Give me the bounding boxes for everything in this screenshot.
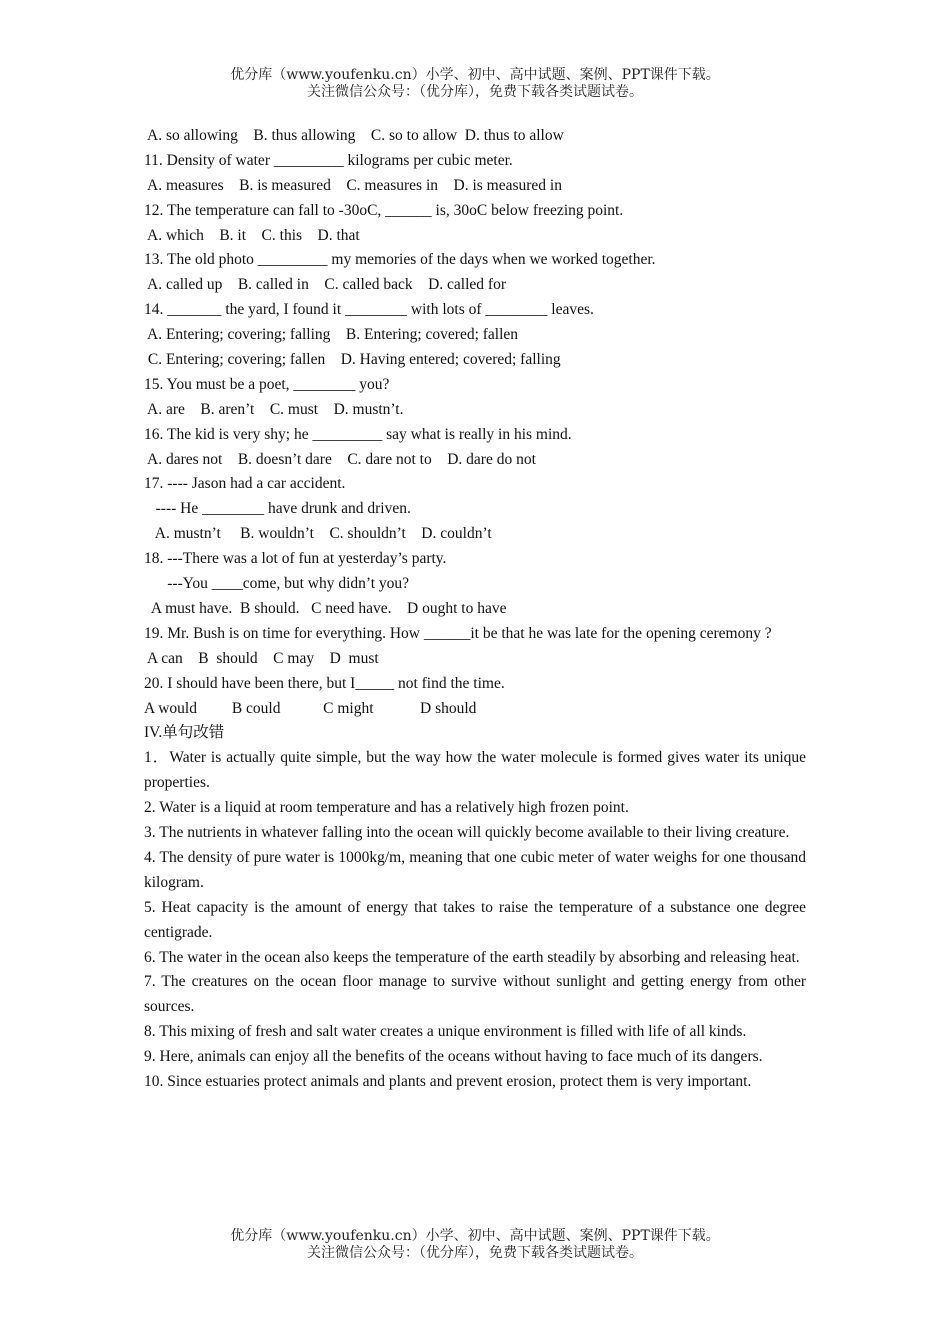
correction-item: 8. This mixing of fresh and salt water creates a unique environment is filled with life of all kinds.: [144, 1023, 747, 1041]
options-13: A. called up B. called in C. called back D. called for: [144, 276, 506, 294]
correction-item: 9. Here, animals can enjoy all the benefits of the oceans without having to face much of its dangers.: [144, 1048, 763, 1066]
options-14-cd: C. Entering; covering; fallen D. Having entered; covered; falling: [144, 351, 561, 369]
page-header: [0, 67, 950, 101]
options-16: A. dares not B. doesn’t dare C. dare not to D. dare do not: [144, 450, 536, 468]
question-17-reply: ---- He ________ have drunk and driven.: [144, 500, 411, 518]
options-18: A must have. B should. C need have. D ought to have: [144, 599, 507, 617]
question-19: 19. Mr. Bush is on time for everything. How ______it be that he was late for the opening ceremony ?: [144, 624, 772, 642]
options-17: A. mustn’t B. wouldn’t C. shouldn’t D. couldn’t: [144, 525, 492, 543]
correction-item: 1．Water is actually quite simple, but the way how the water molecule is formed gives water its unique properties.: [144, 749, 806, 792]
footer-line-1: 优分库（www.youfenku.cn）小学、初中、高中试题、案例、PPT课件下载。: [230, 1228, 720, 1244]
options-19: A can B should C may D must: [144, 649, 379, 667]
correction-item: 4. The density of pure water is 1000kg/m, meaning that one cubic meter of water weighs for one thousand kilogram.: [144, 848, 806, 891]
question-17: 17. ---- Jason had a car accident.: [144, 475, 346, 493]
question-20: 20. I should have been there, but I_____ not find the time.: [144, 674, 505, 692]
question-16: 16. The kid is very shy; he _________ say what is really in his mind.: [144, 425, 572, 443]
question-14: 14. _______ the yard, I found it ________ with lots of ________ leaves.: [144, 301, 594, 319]
correction-item: 7. The creatures on the ocean floor manage to survive without sunlight and getting energy from other sources.: [144, 973, 806, 1016]
options-12: A. which B. it C. this D. that: [144, 226, 360, 244]
header-line-1: 优分库（www.youfenku.cn）小学、初中、高中试题、案例、PPT课件下载。: [230, 67, 720, 83]
document-body: [144, 124, 806, 1095]
options-14-ab: A. Entering; covering; falling B. Entering; covered; fallen: [144, 326, 519, 344]
question-13: 13. The old photo _________ my memories of the days when we worked together.: [144, 251, 656, 269]
options-20: A would B could C might D should: [144, 699, 477, 717]
options-15: A. are B. aren’t C. must D. mustn’t.: [144, 400, 404, 418]
page-footer: [0, 1228, 950, 1262]
question-18: 18. ---There was a lot of fun at yesterday’s party.: [144, 550, 447, 568]
header-line-2: 关注微信公众号：（优分库），免费下载各类试题试卷。: [307, 84, 643, 100]
question-11: 11. Density of water _________ kilograms per cubic meter.: [144, 151, 513, 169]
question-15: 15. You must be a poet, ________ you?: [144, 375, 390, 393]
section-heading: IV.单句改错: [144, 724, 225, 742]
correction-item: 3. The nutrients in whatever falling into the ocean will quickly become available to their living creature.: [144, 824, 790, 841]
options-11: A. measures B. is measured C. measures in D. is measured in: [144, 176, 562, 194]
question-18-reply: ---You ____come, but why didn’t you?: [144, 575, 410, 593]
correction-item: 6. The water in the ocean also keeps the temperature of the earth steadily by absorbing and releasing heat.: [144, 948, 800, 966]
correction-item: 10. Since estuaries protect animals and plants and prevent erosion, protect them is very important.: [144, 1073, 752, 1091]
question-12: 12. The temperature can fall to -30oC, ______ is, 30oC below freezing point.: [144, 201, 624, 219]
correction-item: 2. Water is a liquid at room temperature and has a relatively high frozen point.: [144, 799, 629, 817]
text-line: A. so allowing B. thus allowing C. so to allow D. thus to allow: [144, 127, 564, 144]
correction-item: 5. Heat capacity is the amount of energy that takes to raise the temperature of a substance one degree centigrade.: [144, 898, 806, 941]
footer-line-2: 关注微信公众号：（优分库），免费下载各类试题试卷。: [307, 1245, 643, 1261]
